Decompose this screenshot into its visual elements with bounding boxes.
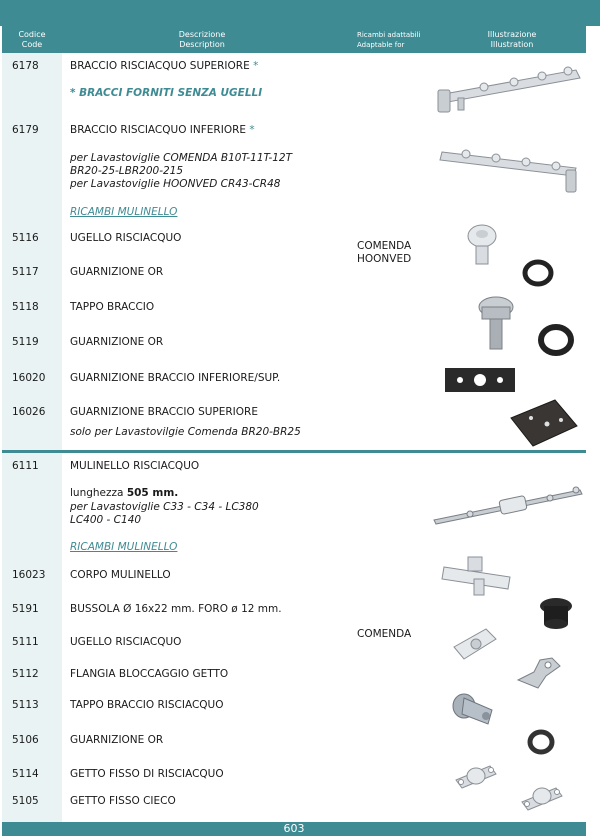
compat-line: BR20-25-LBR200-215 bbox=[70, 165, 184, 177]
code-5106: 5106 bbox=[12, 734, 39, 746]
desc-5105: GETTO FISSO CIECO bbox=[70, 795, 176, 807]
fixed-jet-icon bbox=[518, 780, 564, 814]
fixed-jet-icon bbox=[452, 760, 498, 794]
bushing-icon bbox=[538, 596, 574, 630]
desc-6111: MULINELLO RISCIACQUO bbox=[70, 460, 200, 472]
desc-16020: GUARNIZIONE BRACCIO INFERIORE/SUP. bbox=[70, 372, 281, 384]
desc-6179: BRACCIO RISCIACQUO INFERIORE * bbox=[70, 124, 255, 136]
spray-arm-icon bbox=[436, 58, 586, 113]
adaptable-brand: COMENDA bbox=[357, 628, 412, 640]
header-code: Codice Code bbox=[18, 30, 46, 49]
note-no-nozzles: * BRACCI FORNITI SENZA UGELLI bbox=[70, 87, 263, 99]
desc-5111: UGELLO RISCIACQUO bbox=[70, 636, 182, 648]
page-number: 603 bbox=[2, 822, 586, 836]
code-6179: 6179 bbox=[12, 124, 39, 136]
code-16023: 16023 bbox=[12, 569, 46, 581]
o-ring-icon bbox=[522, 258, 554, 288]
compat-line: per Lavastoviglie C33 - C34 - LC380 bbox=[70, 501, 259, 513]
code-5116: 5116 bbox=[12, 232, 39, 244]
code-16020: 16020 bbox=[12, 372, 46, 384]
desc-5119: GUARNIZIONE OR bbox=[70, 336, 164, 348]
code-6111: 6111 bbox=[12, 460, 39, 472]
compat-line: LC400 - C140 bbox=[70, 514, 142, 526]
desc-5106: GUARNIZIONE OR bbox=[70, 734, 164, 746]
nozzle-icon bbox=[450, 625, 498, 663]
desc-6178: BRACCIO RISCIACQUO SUPERIORE * bbox=[70, 60, 259, 72]
code-5113: 5113 bbox=[12, 699, 39, 711]
spinner-arm-icon bbox=[430, 480, 586, 534]
desc-5191: BUSSOLA Ø 16x22 mm. FORO ø 12 mm. bbox=[70, 603, 282, 615]
desc-16026: GUARNIZIONE BRACCIO SUPERIORE bbox=[70, 406, 258, 418]
code-5119: 5119 bbox=[12, 336, 39, 348]
desc-5117: GUARNIZIONE OR bbox=[70, 266, 164, 278]
code-5105: 5105 bbox=[12, 795, 39, 807]
desc-5114: GETTO FISSO DI RISCIACQUO bbox=[70, 768, 224, 780]
note-16026: solo per Lavastovilgie Comenda BR20-BR25 bbox=[70, 426, 301, 438]
desc-5113: TAPPO BRACCIO RISCIACQUO bbox=[70, 699, 224, 711]
nozzle-icon bbox=[462, 222, 502, 268]
spare-parts-link[interactable]: RICAMBI MULINELLO bbox=[70, 541, 178, 553]
code-5117: 5117 bbox=[12, 266, 39, 278]
rubber-gasket-icon bbox=[505, 398, 579, 448]
code-6178: 6178 bbox=[12, 60, 39, 72]
spinner-body-icon bbox=[440, 555, 516, 597]
code-column-bg bbox=[2, 53, 62, 450]
top-bar bbox=[0, 0, 600, 26]
cap-icon bbox=[450, 692, 498, 730]
desc-16023: CORPO MULINELLO bbox=[70, 569, 171, 581]
compat-line: per Lavastoviglie HOONVED CR43-CR48 bbox=[70, 178, 281, 190]
o-ring-icon bbox=[526, 728, 556, 756]
code-5114: 5114 bbox=[12, 768, 39, 780]
compat-line: per Lavastoviglie COMENDA B10T-11T-12T bbox=[70, 152, 293, 164]
gasket-plate-icon bbox=[444, 367, 516, 393]
header-description: Descrizione Description bbox=[178, 30, 226, 49]
length-spec: lunghezza 505 mm. bbox=[70, 487, 179, 499]
spray-arm-icon bbox=[436, 140, 586, 195]
adaptable-brand: COMENDA bbox=[357, 240, 412, 252]
cap-icon bbox=[476, 295, 516, 353]
header-illustration: Illustrazione Illustration bbox=[487, 30, 537, 49]
spare-parts-link[interactable]: RICAMBI MULINELLO bbox=[70, 206, 178, 218]
code-5191: 5191 bbox=[12, 603, 39, 615]
code-5118: 5118 bbox=[12, 301, 39, 313]
adaptable-brand: HOONVED bbox=[357, 253, 412, 265]
code-5112: 5112 bbox=[12, 668, 39, 680]
desc-5116: UGELLO RISCIACQUO bbox=[70, 232, 182, 244]
code-5111: 5111 bbox=[12, 636, 39, 648]
table-header bbox=[2, 26, 586, 53]
flange-icon bbox=[516, 654, 562, 692]
desc-5118: TAPPO BRACCIO bbox=[70, 301, 155, 313]
o-ring-icon bbox=[536, 322, 576, 358]
desc-5112: FLANGIA BLOCCAGGIO GETTO bbox=[70, 668, 229, 680]
header-adaptable: Ricambi adattabili Adaptable for bbox=[357, 31, 421, 49]
code-16026: 16026 bbox=[12, 406, 46, 418]
section-separator bbox=[2, 450, 586, 453]
